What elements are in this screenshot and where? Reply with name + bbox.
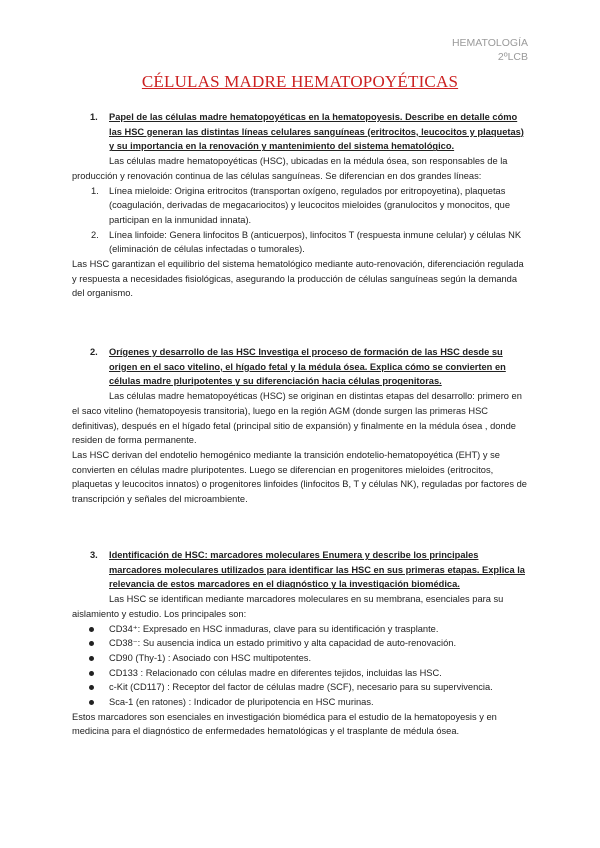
bullet-icon — [89, 641, 94, 646]
question-2 — [72, 345, 528, 389]
question-text: Orígenes y desarrollo de las HSC Investiga el proceso de formación de las HSC desde su origen en el saco vitelino, el hígado fetal y la médula ósea. Explica cómo se convierten en células madre pluripotentes y su diferenciación hacia células progenitoras. — [109, 347, 506, 387]
header-subject: HEMATOLOGÍA — [451, 37, 528, 49]
list-item: CD90 (Thy-1) : Asociado con HSC multipotentes. — [72, 651, 528, 666]
answer-intro: Las células madre hematopoyéticas (HSC) se originan en distintas etapas del desarrollo: primero en el saco vitelino (hematopoyesis transitoria), luego en la región AGM (donde surgen las primeras HSC definitivas), después en el hígado fetal (principal sitio de expansión) y finalmente en la médula ósea , donde residen de forma permanente. — [72, 391, 522, 446]
bullet-icon — [89, 627, 94, 632]
question-text: Identificación de HSC: marcadores moleculares Enumera y describe los principales marcadores moleculares utilizados para identificar las HSC en sus primeras etapas. Explica la relevancia de estos marcadores en el diagnóstico y la investigación biomédica. — [109, 550, 525, 590]
bullet-icon — [89, 700, 94, 705]
page-header — [452, 36, 528, 64]
question-1 — [72, 110, 528, 154]
page-title: CÉLULAS MADRE HEMATOPOYÉTICAS — [141, 72, 459, 91]
question-text: Papel de las células madre hematopoyéticas en la hematopoyesis. Describe en detalle cómo las HSC generan las distintas líneas celulares sanguíneas (eritrocitos, leucocitos y plaquetas) y su importancia en la renovación y mantenimiento del sistema hematológico. — [109, 112, 524, 152]
list-item: CD133 : Relacionado con células madre en diferentes tejidos, incluidas las HSC. — [72, 666, 528, 681]
list-item: 1. Línea mieloide: Origina eritrocitos (transportan oxígeno, regulados por eritropoyetina), plaquetas (coagulación, derivadas de megacariocitos) y leucocitos mieloides (granulocitos y monocitos, que participan en la inmunidad innata). — [91, 185, 511, 225]
bullet-icon — [89, 671, 94, 676]
answer-closing: Estos marcadores son esenciales en investigación biomédica para el estudio de la hematopoyesis y en medicina para el diagnóstico de enfermedades hematológicas y el trasplante de médula ósea. — [72, 711, 497, 737]
answer-intro: Las células madre hematopoyéticas (HSC), ubicadas en la médula ósea, son responsables de la producción y renovación continua de las células sanguíneas. Se diferencian en dos grandes líneas: — [72, 156, 508, 181]
header-course: 2ºLCB — [497, 51, 528, 63]
section-2 — [72, 345, 528, 507]
question-number: 2. — [90, 347, 98, 357]
list-item: Sca-1 (en ratones) : Indicador de pluripotencia en HSC murinas. — [72, 695, 528, 710]
answer-closing: Las HSC derivan del endotelio hemogénico mediante la transición endotelio-hematopoyética (EHT) y se convierten en células madre pluripotentes. Luego se diferencian en progenitores mieloides (eritrocitos, plaquetas y leucocitos innatos) o progenitores linfoides (linfocitos B, T y células NK), reguladas por factores de transcripción y señales del microambiente. — [72, 449, 527, 505]
section-1 — [72, 110, 528, 301]
question-number: 1. — [90, 112, 98, 122]
list-item: 2. Línea linfoide: Genera linfocitos B (anticuerpos), linfocitos T (respuesta inmune celular) y células NK (eliminación de células infectadas o tumorales). — [91, 229, 522, 255]
question-3 — [72, 548, 528, 592]
bullet-icon — [89, 656, 94, 661]
question-number: 3. — [90, 550, 98, 560]
list-item: c-Kit (CD117) : Receptor del factor de células madre (SCF), necesario para su supervivencia. — [72, 680, 528, 695]
marker-list — [72, 622, 528, 710]
bullet-icon — [89, 685, 94, 690]
section-3 — [72, 548, 528, 739]
lineage-list — [72, 184, 528, 258]
answer-intro: Las HSC se identifican mediante marcadores moleculares en su membrana, esenciales para su aislamiento y estudio. Los principales son: — [72, 594, 504, 619]
list-item: CD38⁻: Su ausencia indica un estado primitivo y alta capacidad de auto-renovación. — [72, 636, 528, 651]
answer-closing: Las HSC garantizan el equilibrio del sistema hematológico mediante auto-renovación, diferenciación regulada y respuesta a necesidades fisiológicas, asegurando la producción de células sanguíneas según la demanda del organismo. — [72, 259, 524, 299]
list-item: CD34⁺: Expresado en HSC inmaduras, clave para su identificación y trasplante. — [72, 622, 528, 637]
